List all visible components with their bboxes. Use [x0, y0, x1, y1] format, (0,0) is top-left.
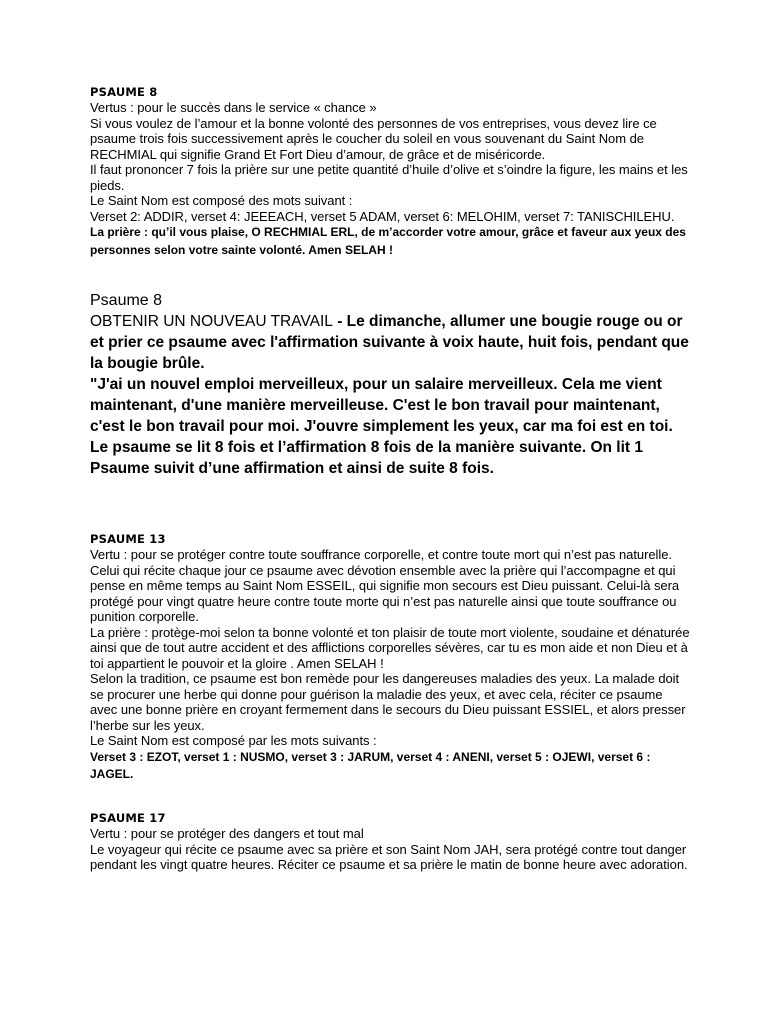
paragraph: Si vous voulez de l’amour et la bonne volonté des personnes de vos entreprises, vous devez lire ce psaume trois fois successivement après le coucher du soleil en vous souvenant du Saint Nom de RECHMIAL qui signifie Grand Et Fort Dieu d’amour, de grâce et de miséricorde. — [90, 115, 657, 162]
section-body — [90, 547, 690, 749]
section-heading: Psaume 8 — [90, 292, 163, 309]
paragraph: La prière : protège-moi selon ta bonne volonté et ton plaisir de toute mort violente, soudaine et dénaturée ainsi que de tout autre accident et des afflictions corporelles sévères, car tu es mon aide et non Dieu et à toi appartient le pouvoir et la gloire . Amen SELAH ! — [90, 624, 690, 671]
paragraph: Vertu : pour se protéger contre toute souffrance corporelle, et contre toute mort qui n’est pas naturelle. — [90, 547, 672, 562]
section-heading: PSAUME 8 — [90, 85, 158, 99]
intro-text: - Le dimanche, allumer une bougie rouge ou or et prier ce psaume avec l'affirmation suivante à voix haute, huit fois, pendant que la bougie brûle. — [90, 313, 689, 372]
section-psaume-13 — [90, 532, 690, 784]
paragraph — [90, 311, 690, 374]
paragraph: Vertus : pour le succès dans le service « chance » — [90, 100, 377, 115]
section-body — [90, 100, 690, 224]
paragraph: Vertu : pour se protéger des dangers et tout mal — [90, 826, 364, 841]
section-body — [90, 826, 690, 873]
prayer-text: La prière : qu’il vous plaise, O RECHMIAL ERL, de m’accorder votre amour, grâce et faveur aux yeux des personnes selon votre sainte volonté. Amen SELAH ! — [90, 225, 686, 257]
paragraph: Celui qui récite chaque jour ce psaume avec dévotion ensemble avec la prière qui l’accompagne et qui pense en même temps au Saint Nom ESSEIL, qui signifie mon secours est Dieu puissant. Celui-là sera protégé pour vingt quatre heure contre toute morte qui n’est pas naturelle ainsi que toute souffrance ou punition corporelle. — [90, 562, 680, 624]
section-heading: PSAUME 17 — [90, 811, 166, 825]
section-psaume-17 — [90, 811, 690, 873]
paragraph: Le Saint Nom est composé des mots suivant : — [90, 193, 353, 208]
paragraph: Selon la tradition, ce psaume est bon remède pour les dangereuses maladies des yeux. La malade doit se procurer une herbe qui donne pour guérison la maladie des yeux, et avec cela, réciter ce psaume avec une bonne prière en croyant fermement dans le secours du Dieu puissant ESSIEL, et alors presser l’herbe sur les yeux. — [90, 671, 686, 733]
section-heading: PSAUME 13 — [90, 532, 166, 546]
section-psaume-8-chance — [90, 85, 690, 259]
verses-text: Verset 3 : EZOT, verset 1 : NUSMO, verset 3 : JARUM, verset 4 : ANENI, verset 5 : OJEWI, verset 6 : JAGEL. — [90, 749, 651, 781]
intro-title: OBTENIR UN NOUVEAU TRAVAIL — [90, 313, 333, 330]
paragraph: Le Saint Nom est composé par les mots suivants : — [90, 733, 377, 748]
section-psaume-8-travail — [90, 290, 690, 479]
paragraph: Il faut prononcer 7 fois la prière sur une petite quantité d’huile d’olive et s’oindre la figure, les mains et les pieds. — [90, 162, 688, 193]
paragraph: Le voyageur qui récite ce psaume avec sa prière et son Saint Nom JAH, sera protégé contre tout danger pendant les vingt quatre heures. Réciter ce psaume et sa prière le matin de bonne heure avec adoration. — [90, 841, 688, 872]
affirmation-text: "J'ai un nouvel emploi merveilleux, pour un salaire merveilleux. Cela me vient maintenant, d'une manière merveilleuse. C'est le bon travail pour maintenant, c'est le bon travail pour moi. J'ouvre simplement les yeux, car ma foi est en toi. Le psaume se lit 8 fois et l’affirmation 8 fois de la manière suivante. On lit 1 Psaume suivit d’une affirmation et ainsi de suite 8 fois. — [90, 376, 673, 477]
paragraph: Verset 2: ADDIR, verset 4: JEEEACH, verset 5 ADAM, verset 6: MELOHIM, verset 7: TANISCHILEHU. — [90, 208, 675, 224]
